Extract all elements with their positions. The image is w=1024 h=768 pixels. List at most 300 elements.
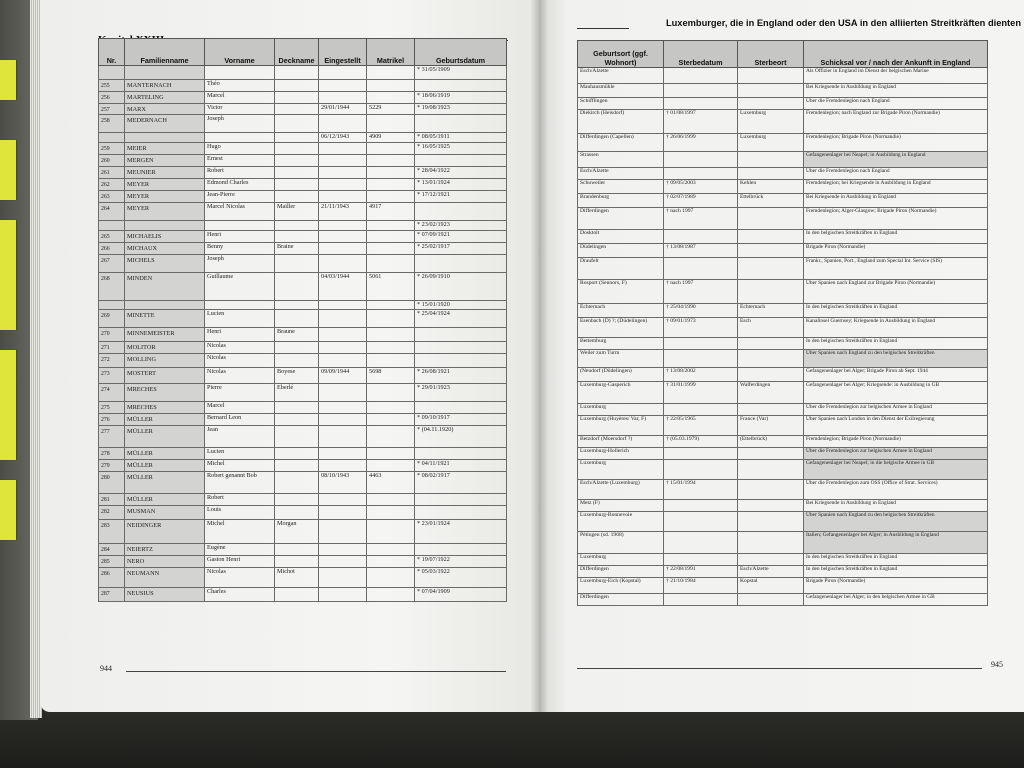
cell-birthplace bbox=[578, 566, 664, 578]
cell-family-name bbox=[125, 167, 205, 179]
table-row bbox=[99, 588, 507, 602]
footer-rule bbox=[577, 668, 982, 669]
cell-fate bbox=[804, 338, 988, 350]
cell-nr bbox=[99, 133, 125, 143]
cell-birth-date bbox=[415, 221, 507, 231]
cell-family-name-text: MOLLING bbox=[127, 356, 157, 363]
cell-family-name bbox=[125, 143, 205, 155]
cell-first-name-text: Robert genannt Bob bbox=[207, 472, 257, 479]
cell-nr bbox=[99, 328, 125, 342]
cell-alias bbox=[275, 494, 319, 506]
cell-alias-text: Mailler bbox=[277, 203, 296, 210]
register-table-right bbox=[577, 40, 988, 606]
table-row bbox=[99, 92, 507, 104]
table-row bbox=[99, 568, 507, 588]
cell-alias-text: Braune bbox=[277, 328, 295, 335]
cell-enlisted bbox=[319, 556, 367, 568]
cell-death-place bbox=[738, 258, 804, 280]
cell-first-name-text: Robert bbox=[207, 167, 224, 174]
cell-first-name bbox=[205, 556, 275, 568]
cell-alias bbox=[275, 506, 319, 520]
cell-death-date-text: † 31/01/1999 bbox=[666, 382, 696, 388]
cell-death-place bbox=[738, 500, 804, 512]
cell-death-date bbox=[664, 416, 738, 436]
cell-nr-text: 269 bbox=[101, 313, 110, 319]
cell-enlisted bbox=[319, 104, 367, 115]
cell-first-name-text: Henri bbox=[207, 231, 222, 238]
cell-nr bbox=[99, 544, 125, 556]
table-row bbox=[99, 243, 507, 255]
cell-enlisted bbox=[319, 354, 367, 368]
cell-fate-text: Frankr., Spanien, Port., England zum Special Int. Service (SIS) bbox=[806, 258, 942, 264]
table-row bbox=[578, 180, 988, 194]
cell-alias bbox=[275, 568, 319, 588]
cell-family-name bbox=[125, 301, 205, 310]
cell-alias bbox=[275, 544, 319, 556]
cell-matricule bbox=[367, 368, 415, 384]
cell-first-name bbox=[205, 143, 275, 155]
cell-enlisted bbox=[319, 203, 367, 221]
cell-family-name-text: MRECHES bbox=[127, 404, 157, 411]
cell-birthplace bbox=[578, 436, 664, 448]
cell-matricule bbox=[367, 328, 415, 342]
cell-fate bbox=[804, 180, 988, 194]
table-row bbox=[99, 301, 507, 310]
cell-first-name-text: Pierre bbox=[207, 384, 222, 391]
cell-family-name-text: NEIDINGER bbox=[127, 522, 162, 529]
cell-family-name bbox=[125, 179, 205, 191]
cell-birth-date bbox=[415, 556, 507, 568]
table-row bbox=[578, 578, 988, 594]
cell-matricule bbox=[367, 342, 415, 354]
cell-alias bbox=[275, 273, 319, 301]
cell-birthplace bbox=[578, 350, 664, 368]
cell-alias bbox=[275, 115, 319, 133]
cell-birth-date bbox=[415, 328, 507, 342]
cell-birthplace-text: Weiler zum Turm bbox=[580, 350, 620, 356]
sticky-note-tab bbox=[0, 60, 16, 100]
cell-family-name bbox=[125, 328, 205, 342]
table-row bbox=[99, 203, 507, 221]
cell-birthplace-text: Luxemburg-Bonnevoie bbox=[580, 512, 633, 518]
cell-birthplace-text: Echternach bbox=[580, 304, 606, 310]
cell-death-place-text: Kehlen bbox=[740, 180, 757, 186]
cell-matricule bbox=[367, 133, 415, 143]
cell-birth-date bbox=[415, 520, 507, 544]
cell-alias bbox=[275, 143, 319, 155]
cell-matricule-text: 4463 bbox=[369, 472, 382, 479]
cell-nr-text: 277 bbox=[101, 429, 110, 435]
table-row bbox=[99, 273, 507, 301]
cell-nr bbox=[99, 115, 125, 133]
cell-alias bbox=[275, 231, 319, 243]
cell-birthplace bbox=[578, 194, 664, 208]
cell-death-place bbox=[738, 134, 804, 152]
cell-birthplace-text: Schuweiler bbox=[580, 180, 606, 186]
cell-fate-text: Fremdenlegion; nach England zur Brigade Piron (Normandie) bbox=[806, 110, 940, 116]
cell-death-date-text: † 26/06/1999 bbox=[666, 134, 696, 140]
cell-alias-text: Eberlé bbox=[277, 384, 294, 391]
cell-first-name bbox=[205, 179, 275, 191]
cell-death-place-text: Echternach bbox=[740, 304, 766, 310]
table-row bbox=[99, 143, 507, 155]
cell-family-name bbox=[125, 80, 205, 92]
column-header-family-name: Familienname bbox=[125, 39, 205, 66]
cell-first-name bbox=[205, 520, 275, 544]
cell-birth-date bbox=[415, 506, 507, 520]
cell-family-name-text: MINNEMEISTER bbox=[127, 330, 175, 337]
cell-family-name-text: MOLITOR bbox=[127, 344, 156, 351]
cell-birth-date bbox=[415, 472, 507, 494]
cell-nr-text bbox=[101, 301, 122, 303]
table-row bbox=[578, 404, 988, 416]
cell-death-date bbox=[664, 460, 738, 480]
cell-death-place bbox=[738, 594, 804, 606]
cell-first-name bbox=[205, 80, 275, 92]
column-header-enlisted: Eingestellt bbox=[319, 39, 367, 66]
cell-fate bbox=[804, 480, 988, 500]
cell-birth-date-text: * 31/05/1909 bbox=[417, 66, 450, 73]
table-row bbox=[578, 532, 988, 554]
cell-birth-date bbox=[415, 191, 507, 203]
cell-alias bbox=[275, 221, 319, 231]
cell-family-name-text: NEIERTZ bbox=[127, 546, 153, 553]
cell-family-name-text: MEUNIER bbox=[127, 169, 156, 176]
cell-death-date bbox=[664, 382, 738, 404]
cell-fate-text: Gefangenenlager bei Alger; Kriegsende: in Ausbildung in GB bbox=[806, 382, 940, 388]
cell-nr-text: 255 bbox=[101, 83, 110, 89]
cell-death-place bbox=[738, 554, 804, 566]
cell-first-name-text: Marcel bbox=[207, 402, 225, 409]
cell-matricule-text: 4917 bbox=[369, 203, 382, 210]
column-header-nr: Nr. bbox=[99, 39, 125, 66]
cell-first-name bbox=[205, 92, 275, 104]
cell-enlisted bbox=[319, 342, 367, 354]
table-row bbox=[99, 448, 507, 460]
cell-death-date-text: † 02/07/1989 bbox=[666, 194, 696, 200]
cell-birth-date bbox=[415, 544, 507, 556]
cell-enlisted-text: 09/09/1944 bbox=[321, 368, 350, 375]
cell-nr-text: 261 bbox=[101, 170, 110, 176]
cell-death-date bbox=[664, 98, 738, 110]
cell-birth-date-text: * 26/09/1910 bbox=[417, 273, 450, 280]
cell-family-name bbox=[125, 402, 205, 414]
cell-death-date bbox=[664, 168, 738, 180]
cell-alias bbox=[275, 310, 319, 328]
cell-fate bbox=[804, 280, 988, 304]
cell-death-place bbox=[738, 416, 804, 436]
cell-family-name-text: NERO bbox=[127, 558, 145, 565]
cell-first-name bbox=[205, 544, 275, 556]
cell-matricule bbox=[367, 310, 415, 328]
cell-death-place bbox=[738, 168, 804, 180]
cell-family-name bbox=[125, 133, 205, 143]
cell-family-name-text: MUSMAN bbox=[127, 508, 156, 515]
cell-nr-text bbox=[101, 133, 122, 135]
cell-death-place-text: Walferdingen bbox=[740, 382, 771, 388]
cell-alias bbox=[275, 167, 319, 179]
cell-enlisted-text: 29/01/1944 bbox=[321, 104, 350, 111]
cell-birth-date bbox=[415, 273, 507, 301]
cell-nr-text: 259 bbox=[101, 146, 110, 152]
cell-death-place bbox=[738, 208, 804, 230]
cell-birthplace-text: (Neudorf (Düdelingen) bbox=[580, 368, 632, 374]
cell-fate-text: Brigade Piron (Normandie) bbox=[806, 244, 866, 250]
cell-fate-text: Fremdenlegion; Alger-Glasgow; Brigade Piron (Normandie) bbox=[806, 208, 937, 214]
cell-nr-text: 260 bbox=[101, 158, 110, 164]
cell-birthplace bbox=[578, 244, 664, 258]
cell-death-date-text: † 09/05/2003 bbox=[666, 180, 696, 186]
cell-death-date bbox=[664, 566, 738, 578]
table-row bbox=[578, 480, 988, 500]
cell-nr-text: 268 bbox=[101, 276, 110, 282]
cell-enlisted bbox=[319, 310, 367, 328]
cell-birthplace bbox=[578, 304, 664, 318]
cell-matricule bbox=[367, 92, 415, 104]
table-row bbox=[99, 231, 507, 243]
cell-nr bbox=[99, 448, 125, 460]
cell-fate-text: Kanalinsel Guernsey; Kriegsende in Ausbildung in England bbox=[806, 318, 936, 324]
cell-death-date bbox=[664, 84, 738, 98]
cell-fate-text: Gefangenenlager bei Neapel; in die belgische Armee in GB bbox=[806, 460, 935, 466]
cell-enlisted bbox=[319, 460, 367, 472]
table-row bbox=[578, 152, 988, 168]
table-row bbox=[99, 426, 507, 448]
cell-alias bbox=[275, 556, 319, 568]
cell-matricule bbox=[367, 402, 415, 414]
cell-death-date-text: † 15/01/1994 bbox=[666, 480, 696, 486]
cell-first-name-text: Michel bbox=[207, 460, 225, 467]
cell-birthplace-text: Luxemburg bbox=[580, 554, 606, 560]
cell-death-place bbox=[738, 180, 804, 194]
table-row bbox=[578, 134, 988, 152]
cell-family-name bbox=[125, 231, 205, 243]
table-row bbox=[99, 133, 507, 143]
table-row bbox=[578, 448, 988, 460]
cell-alias bbox=[275, 384, 319, 402]
cell-death-date bbox=[664, 180, 738, 194]
cell-matricule bbox=[367, 494, 415, 506]
cell-alias bbox=[275, 472, 319, 494]
cell-birthplace bbox=[578, 368, 664, 382]
table-row bbox=[578, 382, 988, 404]
cell-nr-text: 267 bbox=[101, 258, 110, 264]
cell-death-place bbox=[738, 404, 804, 416]
cell-family-name-text bbox=[127, 66, 202, 68]
cell-alias bbox=[275, 155, 319, 167]
cell-birthplace bbox=[578, 68, 664, 84]
cell-fate-text: Gefangenenlager bei Neapel; in Ausbildung in England bbox=[806, 152, 926, 158]
cell-matricule bbox=[367, 588, 415, 602]
cell-birthplace bbox=[578, 152, 664, 168]
cell-fate-text: In den belgischen Streitkräften in England bbox=[806, 230, 898, 236]
cell-nr-text: 274 bbox=[101, 387, 110, 393]
cell-death-date bbox=[664, 512, 738, 532]
cell-birthplace bbox=[578, 84, 664, 98]
cell-nr bbox=[99, 368, 125, 384]
table-row bbox=[578, 168, 988, 180]
cell-fate bbox=[804, 404, 988, 416]
cell-fate-text: Über die Fremdenlegion nach England bbox=[806, 98, 890, 104]
cell-family-name bbox=[125, 273, 205, 301]
cell-enlisted-text: 08/10/1943 bbox=[321, 472, 350, 479]
cell-birthplace bbox=[578, 98, 664, 110]
cell-alias-text: Boyese bbox=[277, 368, 296, 375]
cell-fate bbox=[804, 350, 988, 368]
cell-matricule bbox=[367, 243, 415, 255]
cell-birth-date bbox=[415, 203, 507, 221]
cell-family-name bbox=[125, 342, 205, 354]
cell-nr-text: 257 bbox=[101, 107, 110, 113]
cell-enlisted bbox=[319, 221, 367, 231]
cell-matricule bbox=[367, 414, 415, 426]
cell-birth-date bbox=[415, 426, 507, 448]
cell-family-name-text: MEYER bbox=[127, 181, 150, 188]
cell-nr bbox=[99, 167, 125, 179]
cell-birthplace bbox=[578, 532, 664, 554]
cell-birth-date-text: * 25/02/1917 bbox=[417, 243, 450, 250]
column-header-alias: Deckname bbox=[275, 39, 319, 66]
cell-birthplace-text: Strassen bbox=[580, 152, 599, 158]
cell-family-name bbox=[125, 472, 205, 494]
cell-birth-date-text: * 08/02/1917 bbox=[417, 472, 450, 479]
cell-death-date bbox=[664, 578, 738, 594]
cell-fate-text: Über Spanien nach England zu den belgischen Streitkräften bbox=[806, 350, 935, 356]
cell-alias bbox=[275, 354, 319, 368]
cell-birth-date-text: * 18/06/1919 bbox=[417, 92, 450, 99]
cell-fate bbox=[804, 208, 988, 230]
table-header-row bbox=[578, 41, 988, 68]
cell-first-name bbox=[205, 203, 275, 221]
cell-enlisted bbox=[319, 155, 367, 167]
table-row bbox=[578, 338, 988, 350]
cell-first-name-text: Nicolas bbox=[207, 568, 226, 575]
cell-birthplace bbox=[578, 318, 664, 338]
cell-death-place-text: Luxemburg bbox=[740, 110, 766, 116]
table-row bbox=[99, 472, 507, 494]
cell-family-name-text: MÜLLER bbox=[127, 496, 153, 503]
cell-fate bbox=[804, 512, 988, 532]
cell-alias-text: Braine bbox=[277, 243, 294, 250]
cell-family-name-text bbox=[127, 221, 202, 223]
cell-death-place bbox=[738, 448, 804, 460]
cell-birth-date-text: * 07/09/1921 bbox=[417, 231, 450, 238]
cell-first-name-text: Benny bbox=[207, 243, 224, 250]
cell-nr bbox=[99, 221, 125, 231]
cell-death-date bbox=[664, 280, 738, 304]
cell-first-name bbox=[205, 460, 275, 472]
left-page bbox=[40, 0, 539, 712]
cell-death-date-text: † 25/04/1990 bbox=[666, 304, 696, 310]
cell-nr-text: 276 bbox=[101, 417, 110, 423]
table-row bbox=[99, 494, 507, 506]
cell-enlisted bbox=[319, 92, 367, 104]
column-header-death-date: Sterbedatum bbox=[664, 41, 738, 68]
cell-birth-date-text: * 13/01/1924 bbox=[417, 179, 450, 186]
cell-nr-text: 284 bbox=[101, 547, 110, 553]
table-row bbox=[578, 460, 988, 480]
cell-matricule bbox=[367, 506, 415, 520]
cell-nr bbox=[99, 354, 125, 368]
cell-birth-date-text: * 25/04/1924 bbox=[417, 310, 450, 317]
cell-matricule bbox=[367, 66, 415, 80]
cell-birthplace bbox=[578, 404, 664, 416]
cell-enlisted bbox=[319, 143, 367, 155]
cell-nr-text: 256 bbox=[101, 95, 110, 101]
cell-enlisted bbox=[319, 80, 367, 92]
right-page bbox=[539, 0, 1024, 712]
table-row bbox=[99, 520, 507, 544]
cell-nr bbox=[99, 310, 125, 328]
cell-death-place bbox=[738, 304, 804, 318]
cell-birth-date bbox=[415, 384, 507, 402]
cell-birthplace-text: Luxemburg-Eich (Kopstal) bbox=[580, 578, 641, 584]
table-row bbox=[578, 280, 988, 304]
cell-nr bbox=[99, 191, 125, 203]
cell-family-name bbox=[125, 310, 205, 328]
cell-birth-date bbox=[415, 448, 507, 460]
cell-death-date-text: † (05.03.1979) bbox=[666, 436, 700, 442]
cell-nr bbox=[99, 342, 125, 354]
running-head: Luxemburger, die in England oder den USA in den alliierten Streitkräften dienten bbox=[665, 18, 1021, 28]
table-row bbox=[99, 191, 507, 203]
table-row bbox=[578, 416, 988, 436]
cell-death-date bbox=[664, 318, 738, 338]
cell-alias-text: Michot bbox=[277, 568, 295, 575]
cell-first-name bbox=[205, 255, 275, 273]
cell-fate-text: Bei Kriegsende in Ausbildung in England bbox=[806, 500, 896, 506]
cell-death-place bbox=[738, 280, 804, 304]
cell-family-name-text: MICHELS bbox=[127, 257, 155, 264]
cell-family-name-text bbox=[127, 133, 202, 135]
cell-birth-date bbox=[415, 368, 507, 384]
cell-birth-date bbox=[415, 133, 507, 143]
cell-family-name bbox=[125, 354, 205, 368]
cell-family-name bbox=[125, 384, 205, 402]
cell-first-name bbox=[205, 448, 275, 460]
cell-birthplace bbox=[578, 208, 664, 230]
cell-birthplace-text: Brandenburg bbox=[580, 194, 610, 200]
sticky-note-tab bbox=[0, 220, 16, 330]
cell-family-name-text: MEIER bbox=[127, 145, 147, 152]
cell-matricule bbox=[367, 255, 415, 273]
cell-birth-date-text: * 19/07/1922 bbox=[417, 556, 450, 563]
cell-family-name bbox=[125, 255, 205, 273]
cell-death-date bbox=[664, 448, 738, 460]
cell-matricule bbox=[367, 273, 415, 301]
cell-birthplace bbox=[578, 500, 664, 512]
cell-first-name-text: Edmond Charles bbox=[207, 179, 249, 186]
cell-birth-date bbox=[415, 402, 507, 414]
table-row bbox=[99, 221, 507, 231]
cell-birth-date bbox=[415, 66, 507, 80]
table-row bbox=[99, 104, 507, 115]
cell-matricule bbox=[367, 426, 415, 448]
table-row bbox=[99, 402, 507, 414]
cell-family-name bbox=[125, 568, 205, 588]
cell-birth-date-text: * 28/04/1922 bbox=[417, 167, 450, 174]
cell-birth-date bbox=[415, 301, 507, 310]
cell-death-date bbox=[664, 134, 738, 152]
cell-fate bbox=[804, 566, 988, 578]
cell-family-name bbox=[125, 104, 205, 115]
cell-fate bbox=[804, 448, 988, 460]
cell-death-place-text: France (Var) bbox=[740, 416, 769, 422]
cell-fate-text: Als Offizier in England im Dienst der belgischen Marine bbox=[806, 68, 929, 74]
cell-matricule bbox=[367, 556, 415, 568]
cell-nr bbox=[99, 143, 125, 155]
table-row bbox=[99, 460, 507, 472]
